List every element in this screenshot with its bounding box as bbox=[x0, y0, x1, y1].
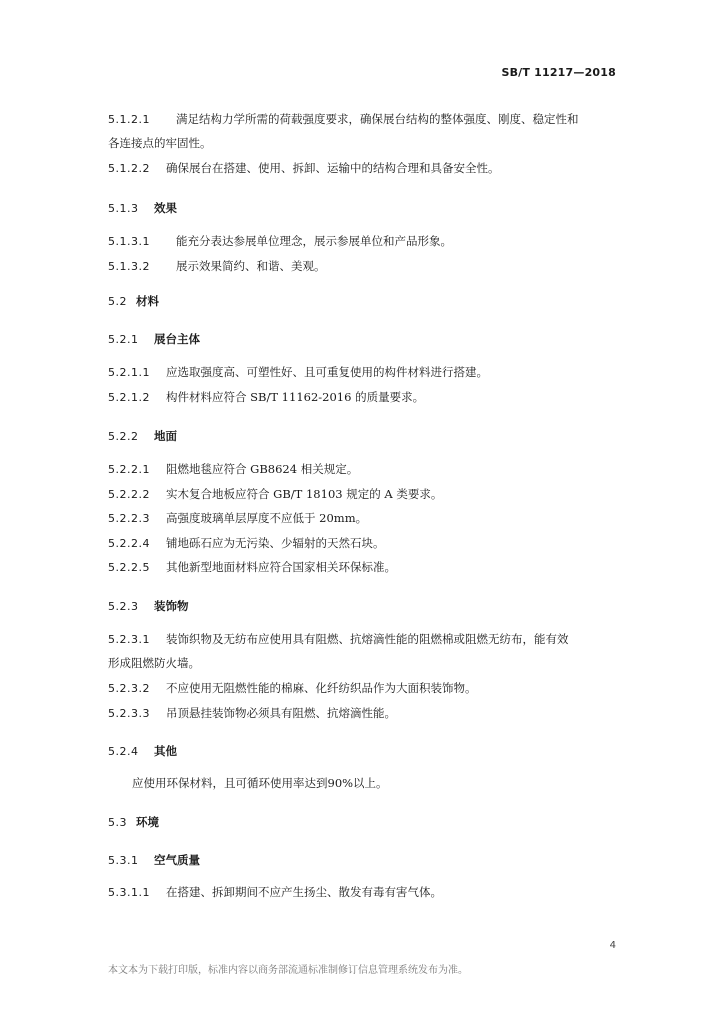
heading-number: 5.2.1 bbox=[108, 333, 139, 346]
clause-5-1-2-2 bbox=[108, 160, 616, 177]
clause-text: 构件材料应符合 SB/T 11162-2016 的质量要求。 bbox=[166, 390, 425, 404]
clause-text: 吊顶悬挂装饰物必须具有阻燃、抗熔滴性能。 bbox=[166, 706, 396, 720]
heading-5-2 bbox=[108, 293, 616, 310]
heading-text: 地面 bbox=[154, 429, 177, 443]
clause-text: 实木复合地板应符合 GB/T 18103 规定的 A 类要求。 bbox=[166, 487, 443, 501]
clause-text: 各连接点的牢固性。 bbox=[108, 136, 212, 150]
clause-text: 铺地砾石应为无污染、少辐射的天然石块。 bbox=[166, 536, 385, 550]
paragraph-text: 应使用环保材料，且可循环使用率达到90%以上。 bbox=[132, 776, 388, 790]
heading-number: 5.3.1 bbox=[108, 854, 139, 867]
heading-text: 环境 bbox=[136, 815, 159, 829]
heading-number: 5.2.4 bbox=[108, 745, 139, 758]
clause-5-1-3-1 bbox=[108, 233, 616, 250]
heading-text: 其他 bbox=[154, 744, 177, 758]
clause-number: 5.2.2.4 bbox=[108, 537, 150, 550]
clause-5-2-3-2 bbox=[108, 680, 616, 697]
heading-5-1-3 bbox=[108, 200, 616, 217]
clause-5-1-2-1 bbox=[108, 111, 616, 128]
clause-text: 形成阻燃防火墙。 bbox=[108, 656, 200, 670]
clause-number: 5.2.3.2 bbox=[108, 682, 150, 695]
clause-text: 能充分表达参展单位理念，展示参展单位和产品形象。 bbox=[176, 234, 452, 248]
heading-number: 5.3 bbox=[108, 816, 127, 829]
clause-number: 5.1.2.1 bbox=[108, 113, 150, 126]
clause-5-2-1-2 bbox=[108, 389, 616, 406]
clause-text: 满足结构力学所需的荷载强度要求，确保展台结构的整体强度、刚度、稳定性和 bbox=[176, 112, 579, 126]
heading-number: 5.1.3 bbox=[108, 202, 139, 215]
heading-text: 装饰物 bbox=[154, 599, 189, 613]
clause-text: 确保展台在搭建、使用、拆卸、运输中的结构合理和具备安全性。 bbox=[166, 161, 500, 175]
heading-text: 材料 bbox=[136, 294, 159, 308]
clause-number: 5.3.1.1 bbox=[108, 886, 150, 899]
heading-5-2-3 bbox=[108, 598, 616, 615]
clause-continuation bbox=[108, 655, 616, 671]
clause-5-2-2-2 bbox=[108, 486, 616, 503]
clause-number: 5.2.2.3 bbox=[108, 512, 150, 525]
clause-5-2-2-5 bbox=[108, 559, 616, 576]
footer-note: 本文本为下载打印版，标准内容以商务部流通标准制修订信息管理系统发布为准。 bbox=[108, 965, 468, 976]
clause-text: 展示效果简约、和谐、美观。 bbox=[176, 259, 326, 273]
clause-5-2-2-4 bbox=[108, 535, 616, 552]
clause-number: 5.2.1.1 bbox=[108, 366, 150, 379]
clause-5-2-1-1 bbox=[108, 364, 616, 381]
heading-text: 展台主体 bbox=[154, 332, 200, 346]
heading-5-2-1 bbox=[108, 331, 616, 348]
heading-text: 空气质量 bbox=[154, 853, 200, 867]
clause-5-2-2-3 bbox=[108, 510, 616, 527]
clause-number: 5.1.3.2 bbox=[108, 260, 150, 273]
heading-5-3-1 bbox=[108, 852, 616, 869]
heading-text: 效果 bbox=[154, 201, 177, 215]
clause-text: 高强度玻璃单层厚度不应低于 20mm。 bbox=[166, 511, 368, 525]
clause-continuation bbox=[108, 135, 616, 151]
clause-number: 5.2.2.2 bbox=[108, 488, 150, 501]
clause-5-3-1-1 bbox=[108, 884, 616, 901]
heading-number: 5.2 bbox=[108, 295, 127, 308]
clause-number: 5.2.3.3 bbox=[108, 707, 150, 720]
heading-number: 5.2.3 bbox=[108, 600, 139, 613]
heading-number: 5.2.2 bbox=[108, 430, 139, 443]
clause-5-2-3-1 bbox=[108, 631, 616, 648]
clause-5-1-3-2 bbox=[108, 258, 616, 275]
clause-text: 其他新型地面材料应符合国家相关环保标准。 bbox=[166, 560, 396, 574]
heading-5-2-2 bbox=[108, 428, 616, 445]
clause-text: 在搭建、拆卸期间不应产生扬尘、散发有毒有害气体。 bbox=[166, 885, 442, 899]
clause-5-2-2-1 bbox=[108, 461, 616, 478]
clause-number: 5.1.3.1 bbox=[108, 235, 150, 248]
page-number: 4 bbox=[609, 940, 616, 951]
paragraph bbox=[108, 775, 616, 791]
clause-5-2-3-3 bbox=[108, 705, 616, 722]
document-code: SB/T 11217—2018 bbox=[501, 66, 616, 79]
clause-text: 装饰织物及无纺布应使用具有阻燃、抗熔滴性能的阻燃棉或阻燃无纺布，能有效 bbox=[166, 632, 569, 646]
clause-number: 5.2.2.1 bbox=[108, 463, 150, 476]
clause-text: 应选取强度高、可塑性好、且可重复使用的构件材料进行搭建。 bbox=[166, 365, 488, 379]
clause-number: 5.2.1.2 bbox=[108, 391, 150, 404]
heading-5-3 bbox=[108, 814, 616, 831]
heading-5-2-4 bbox=[108, 743, 616, 760]
clause-number: 5.1.2.2 bbox=[108, 162, 150, 175]
clause-number: 5.2.3.1 bbox=[108, 633, 150, 646]
clause-number: 5.2.2.5 bbox=[108, 561, 150, 574]
clause-text: 阻燃地毯应符合 GB8624 相关规定。 bbox=[166, 462, 359, 476]
clause-text: 不应使用无阻燃性能的棉麻、化纤纺织品作为大面积装饰物。 bbox=[166, 681, 477, 695]
